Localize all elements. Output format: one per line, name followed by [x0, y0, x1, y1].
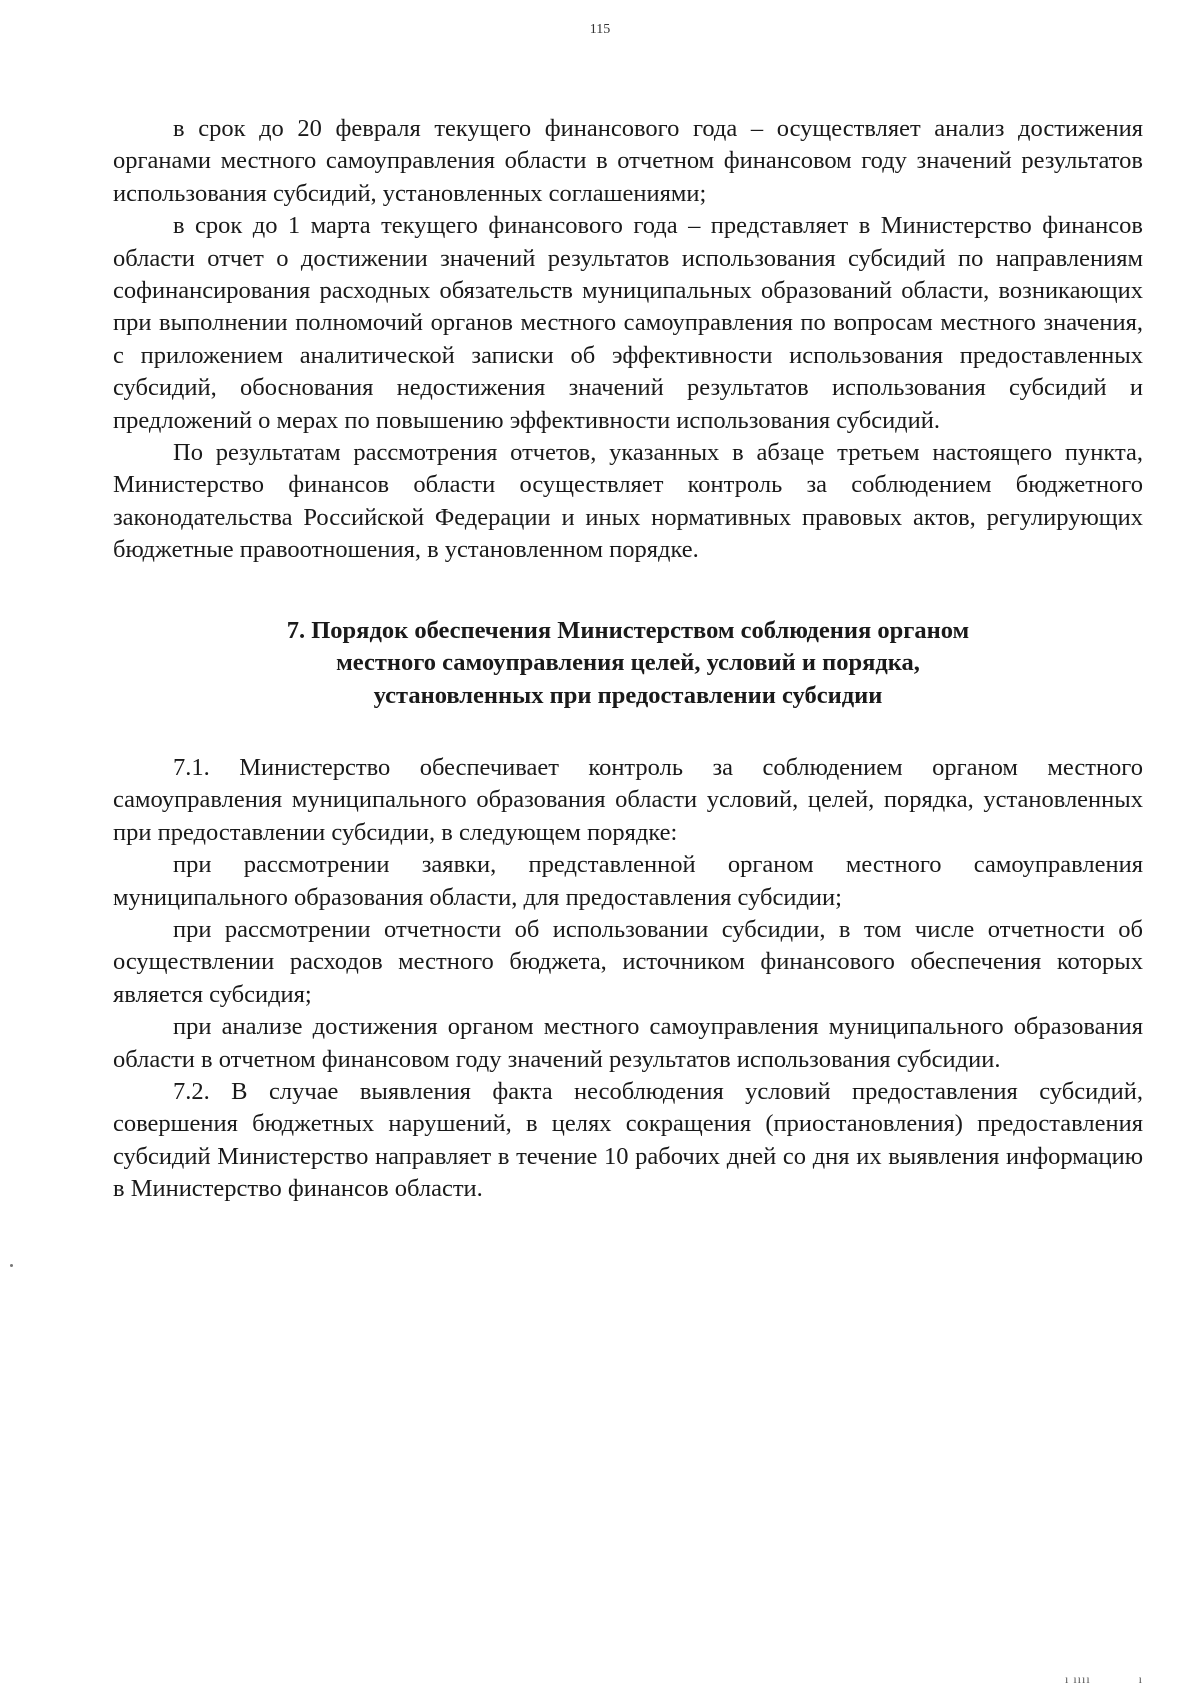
scan-artifact-dot: [10, 1264, 13, 1267]
section-heading-line-3: установленных при предоставлении субсидии: [373, 681, 883, 709]
section-heading-line-2: местного самоуправления целей, условий и порядка,: [336, 649, 920, 677]
paragraph-analysis-deadline: в срок до 20 февраля текущего финансового года – осуществляет анализ достижения органами местного самоуправления области в отчетном финансовом году значений результатов использования субсидий, установленных соглашениями;: [113, 115, 1143, 207]
paragraph-7-2: 7.2. В случае выявления факта несоблюдения условий предоставления субсидий, совершения бюджетных нарушений, в целях сокращения (приостановления) предоставления субсидий Министерство направляет в течение 10 рабочих дней со дня их выявления информацию в Министерство финансов области.: [113, 1077, 1143, 1203]
paragraph-control-results: По результатам рассмотрения отчетов, указанных в абзаце третьем настоящего пункта, Министерство финансов области осуществляет контроль за соблюдением бюджетного законодательства Российской Федерации и иных нормативных правовых актов, регулирующих бюджетные правоотношения, в установленном порядке.: [113, 439, 1143, 564]
paragraph-report-deadline: в срок до 1 марта текущего финансового года – представляет в Министерство финансов области отчет о достижении значений результатов использования субсидий по направлениям софинансирования расходных обязательств муниципальных образований области, возникающих при выполнении полномочий органов местного самоуправления по вопросам местного значения, с приложением аналитической записки об эффективности использования предоставленных субсидий, обоснования недостижения значений результатов использования субсидий и предложений о мерах по повышению эффективности использования субсидий.: [113, 212, 1143, 434]
document-body: [113, 113, 1143, 1206]
section-heading-line-1: 7. Порядок обеспечения Министерством соблюдения органом: [286, 616, 970, 644]
footer-scan-marks: [1065, 1672, 1143, 1687]
footer-mark-right: ı: [1138, 1672, 1144, 1686]
paragraph-results-analysis: при анализе достижения органом местного самоуправления муниципального образования области в отчетном финансовом году значений результатов использования субсидии.: [113, 1013, 1143, 1073]
page-number: 115: [589, 22, 611, 37]
section-heading: [113, 615, 1143, 712]
paragraph-application-review: при рассмотрении заявки, представленной органом местного самоуправления муниципального образования области, для предоставления субсидии;: [113, 851, 1143, 911]
footer-mark-left: ı ıııı: [1065, 1672, 1091, 1686]
paragraph-7-1: 7.1. Министерство обеспечивает контроль за соблюдением органом местного самоуправления муниципального образования области условий, целей, порядка, установленных при предоставлении субсидии, в следующем порядке:: [113, 753, 1143, 846]
paragraph-reporting-review: при рассмотрении отчетности об использовании субсидии, в том числе отчетности об осуществлении расходов местного бюджета, источником финансового обеспечения которых является субсидия;: [113, 915, 1143, 1008]
